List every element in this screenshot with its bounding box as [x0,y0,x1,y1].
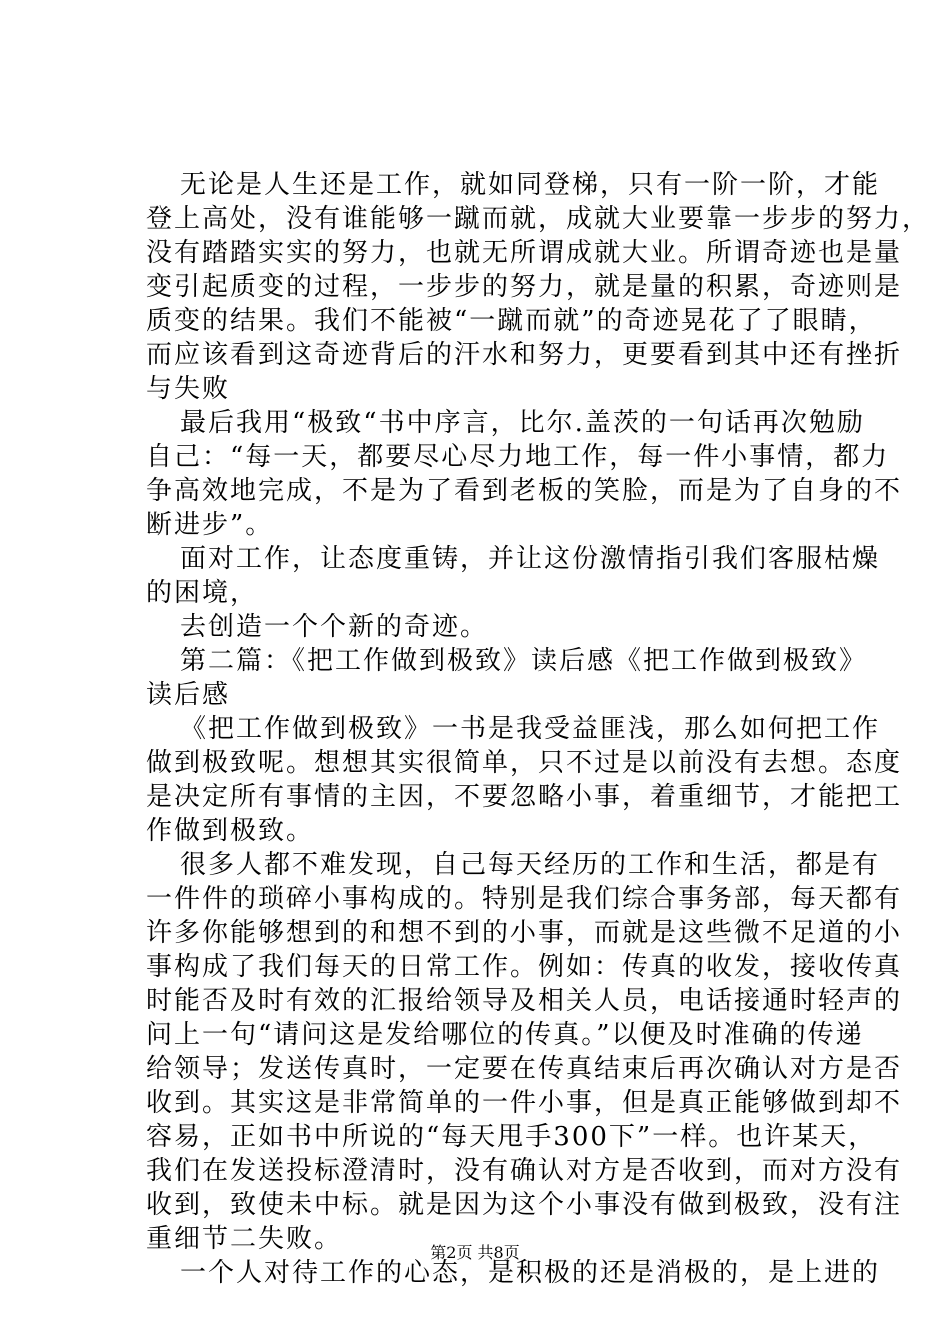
text-line: 容易，正如书中所说的“每天甩手300下”一样。也许某天， [146,1122,877,1152]
text-line: 登上高处，没有谁能够一蹴而就，成就大业要靠一步步的努力， [146,204,931,234]
text-line: 问上一句“请问这是发给哪位的传真。”以便及时准确的传递 [146,1020,864,1050]
text-line: 而应该看到这奇迹背后的汗水和努力，更要看到其中还有挫折 [146,340,903,370]
text-line: 时能否及时有效的汇报给领导及相关人员，电话接通时轻声的 [146,986,903,1016]
text-line: 去创造一个个新的奇迹。 [180,612,489,642]
text-line: 与失败 [146,374,231,404]
text-line: 作做到极致。 [146,816,315,846]
text-line: 质变的结果。我们不能被“一蹴而就”的奇迹晃花了了眼睛， [146,306,877,336]
section-heading: 第二篇：《把工作做到极致》读后感《把工作做到极致》 [180,646,868,676]
text-line: 给领导；发送传真时，一定要在传真结束后再次确认对方是否 [146,1054,903,1084]
text-line: 收到。其实这是非常简单的一件小事，但是真正能够做到却不 [146,1088,903,1118]
text-line: 很多人都不难发现，自己每天经历的工作和生活，都是有 [180,850,881,880]
text-line: 事构成了我们每天的日常工作。例如：传真的收发，接收传真 [146,952,903,982]
text-line: 变引起质变的过程，一步步的努力，就是量的积累，奇迹则是 [146,272,903,302]
text-line: 自己：“每一天，都要尽心尽力地工作，每一件小事情，都力 [146,442,890,472]
text-line: 是决定所有事情的主因，不要忽略小事，着重细节，才能把工 [146,782,903,812]
text-line: 做到极致呢。想想其实很简单，只不过是以前没有去想。态度 [146,748,903,778]
text-line: 的困境， [146,578,259,608]
text-line: 收到，致使未中标。就是因为这个小事没有做到极致，没有注 [146,1190,903,1220]
text-line: 一件件的琐碎小事构成的。特别是我们综合事务部，每天都有 [146,884,903,914]
text-line: 断进步”。 [146,510,274,540]
text-line: 无论是人生还是工作，就如同登梯，只有一阶一阶，才能 [180,170,881,200]
text-line: 面对工作，让态度重铸，并让这份激情指引我们客服枯燥 [180,544,881,574]
text-line: 争高效地完成，不是为了看到老板的笑脸，而是为了自身的不 [146,476,903,506]
text-line: 一个人对待工作的心态，是积极的还是消极的，是上进的 [180,1258,881,1288]
section-heading: 读后感 [146,680,231,710]
text-line: 许多你能够想到的和想不到的小事，而就是这些微不足道的小 [146,918,903,948]
text-line: 《把工作做到极致》一书是我受益匪浅，那么如何把工作 [180,714,881,744]
text-line: 重细节二失败。 [146,1224,343,1254]
text-line: 我们在发送投标澄清时，没有确认对方是否收到，而对方没有 [146,1156,903,1186]
text-line: 最后我用“极致“书中序言，比尔.盖茨的一句话再次勉励 [180,408,865,438]
text-line: 没有踏踏实实的努力，也就无所谓成就大业。所谓奇迹也是量 [146,238,903,268]
page-number-footer: 第2页 共8页 [430,1243,520,1262]
